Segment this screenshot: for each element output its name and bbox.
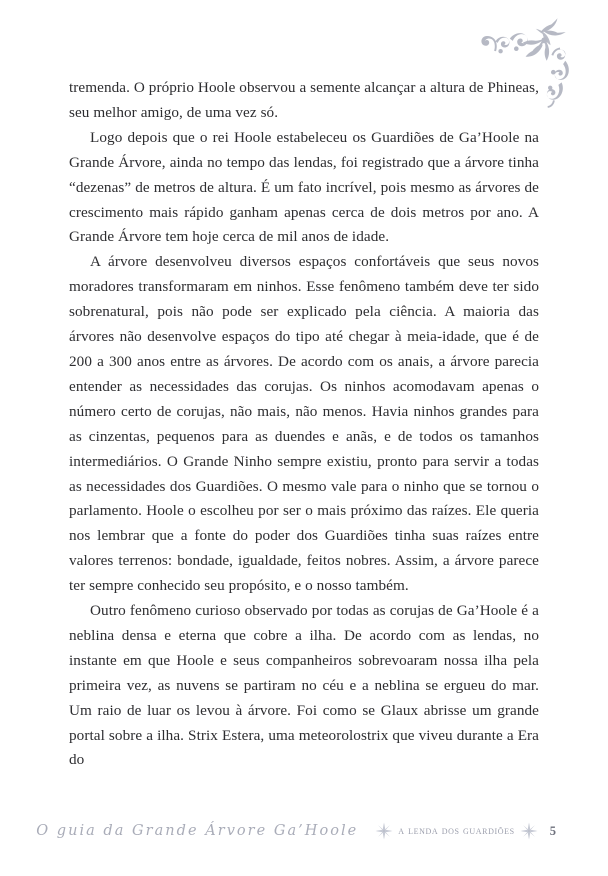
paragraph: tremenda. O próprio Hoole observou a semente alcançar a altura de Phineas, seu melhor amigo, de uma vez só. xyxy=(69,79,539,121)
page-number: 5 xyxy=(549,823,556,838)
snowflake-ornament-icon xyxy=(375,822,393,840)
paragraph: A árvore desenvolveu diversos espaços confortáveis que seus novos moradores transformaram em ninhos. Esse fenômeno também deve ter sido sobrenatural, pois não pode ser explicado pela ciência. A maioria das árvores não desenvolve espaços do tipo até chegar à meia-idade, que é de 200 a 300 anos entre as árvores. De acordo com os anais, a árvore parecia entender as necessidades das corujas. Os ninhos acomodavam apenas o número certo de corujas, não mais, não menos. Havia ninhos grandes para as cinzentas, pequenos para as duendes e anãs, e de todos os tamanhos intermediários. O Grande Ninho sempre existiu, pronto para servir a todas as necessidades dos Guardiões. O mesmo vale para o ninho que se tornou o parlamento. Hoole o escolheu por ser o mais próximo das raízes. Ele queria nos lembrar que a fonte do poder dos Guardiões tinha suas raízes entre valores terrenos: bondade, igualdade, feitos nobres. Assim, a árvore parece ter sempre conhecido seu propósito, e o nosso também. xyxy=(69,253,539,595)
page-footer xyxy=(36,814,556,848)
page-body-text xyxy=(69,76,539,773)
paragraph: Logo depois que o rei Hoole estabeleceu os Guardiões de Ga’Hoole na Grande Árvore, ainda no tempo das lendas, foi registrado que a árvore tinha “dezenas” de metros de altura. É um fato incrível, pois mesmo as árvores de crescimento mais rápido ganham apenas cerca de dois metros por ano. A Grande Árvore tem hoje cerca de mil anos de idade. xyxy=(69,128,539,246)
series-title: a lenda dos guardiões xyxy=(398,825,515,837)
paragraph: Outro fenômeno curioso observado por todas as corujas de Ga’Hoole é a neblina densa e eterna que cobre a ilha. De acordo com as lendas, no instante em que Hoole e seus companheiros sobrevoaram nossa ilha pela primeira vez, as nuvens se partiram no céu e a neblina se ergueu do mar. Um raio de luar os levou à árvore. Foi como se Glaux abrisse um grande portal sobre a ilha. Strix Estera, uma meteorolostrix que viveu durante a Era do xyxy=(69,602,539,769)
snowflake-ornament-icon xyxy=(520,822,538,840)
running-title: O guia da Grande Árvore Ga’Hoole xyxy=(36,822,359,840)
